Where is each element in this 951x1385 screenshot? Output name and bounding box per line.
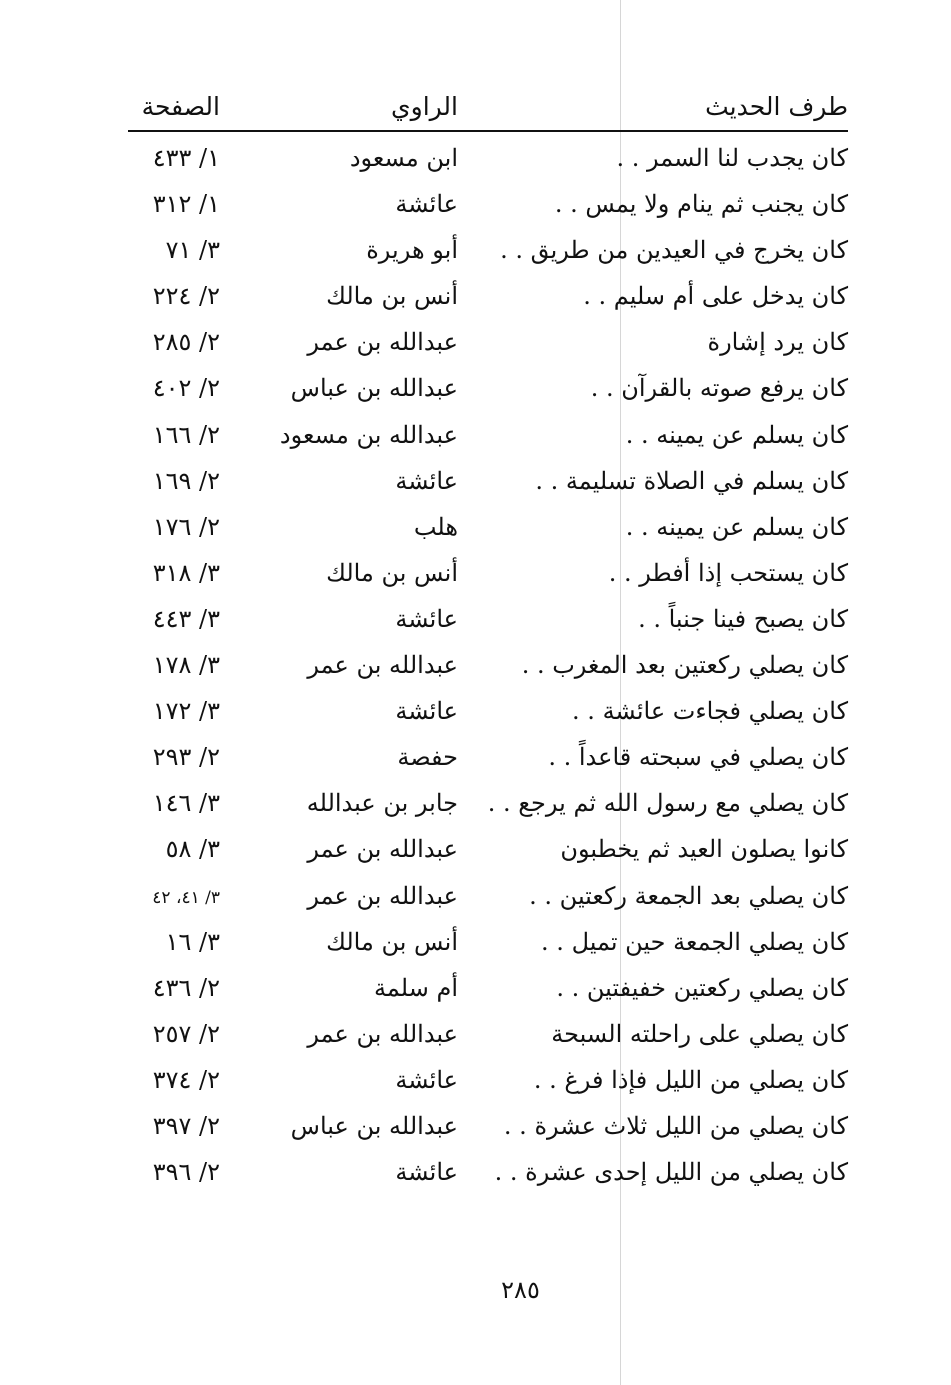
narrator: عائشة [395,697,458,726]
narrator: أنس بن مالك [326,558,458,587]
page-ref: ٢/ ٣٩٦ [152,1158,220,1187]
hadith-text: كان يدخل على أم سليم . . [583,282,848,311]
page-ref: ٣/ ١٤٦ [152,789,220,818]
table-row [128,737,848,783]
hadith-text: كان يصلي من الليل ثلاث عشرة . . [503,1111,848,1140]
table-row [128,968,848,1014]
page-ref: ٢/ ٣٧٤ [152,1065,220,1094]
table-row [128,1060,848,1106]
narrator: ابن مسعود [349,144,458,172]
header-rule [128,130,848,132]
narrator: عائشة [395,466,458,495]
page-ref: ٢/ ٣٩٧ [152,1111,220,1140]
table-row [128,645,848,691]
hadith-text: كان يستحب إذا أفطر . . [608,558,848,587]
hadith-text: كان يجدب لنا السمر . . [616,144,848,172]
hadith-text: كان يصلي في سبحته قاعداً . . [548,743,848,772]
table-row [128,553,848,599]
table-row [128,507,848,553]
narrator: عبدالله بن عمر [307,835,458,864]
table-row [128,599,848,645]
narrator: هلب [413,512,458,541]
page-ref: ٣/ ٤٤٣ [152,604,220,633]
hadith-text: كان يصلي فجاءت عائشة . . [572,697,848,726]
narrator: عبدالله بن عمر [307,1019,458,1048]
hadith-text: كان يصلي ركعتين بعد المغرب . . [521,651,848,680]
table-row [128,230,848,276]
table-row [128,829,848,875]
page-ref: ٣/ ١٧٢ [152,697,220,726]
table-row [128,783,848,829]
narrator: عائشة [395,190,458,219]
header-hadith-text: طرف الحديث [705,92,848,121]
narrator: جابر بن عبدالله [306,789,458,818]
page-ref: ٢/ ٢٢٤ [152,282,220,311]
hadith-text: كان يرفع صوته بالقرآن . . [590,374,848,403]
narrator: عبدالله بن عمر [307,328,458,357]
page-ref: ٢/ ٤٠٢ [152,374,220,403]
table-row [128,461,848,507]
hadith-text: كانوا يصلون العيد ثم يخطبون [560,835,848,864]
table-row [128,415,848,461]
page-ref: ٣/ ٧١ [165,236,220,265]
hadith-text: كان يخرج في العيدين من طريق . . [500,236,848,265]
hadith-text: كان يصلي من الليل فإذا فرغ . . [533,1065,848,1094]
table-row [128,1106,848,1152]
table-row [128,184,848,230]
page-ref: ٢/ ٤٣٦ [152,973,220,1002]
hadith-text: كان يصلي بعد الجمعة ركعتين . . [529,881,848,910]
hadith-text: كان يسلم عن يمينه . . [625,420,848,449]
narrator: عبدالله بن مسعود [279,420,458,449]
page-ref: ٢/ ١٦٦ [152,420,220,449]
index-table [128,138,848,1198]
narrator: عبدالله بن عباس [290,1111,458,1140]
page-ref: ٢/ ٢٩٣ [152,743,220,772]
hadith-text: كان يجنب ثم ينام ولا يمس . . [554,190,848,219]
table-row [128,691,848,737]
header-page: الصفحة [141,92,220,121]
page-ref: ٢/ ١٦٩ [152,466,220,495]
table-row [128,322,848,368]
table-row [128,1152,848,1198]
hadith-text: كان يصلي من الليل إحدى عشرة . . [494,1158,848,1187]
narrator: حفصة [397,743,458,772]
table-row [128,1014,848,1060]
page-ref: ٢/ ٢٥٧ [152,1019,220,1048]
header-narrator: الراوي [391,92,458,121]
table-row [128,876,848,922]
page-ref: ١/ ٣١٢ [152,190,220,219]
page-number: ٢٨٥ [501,1276,540,1304]
narrator: عائشة [395,604,458,633]
page-ref: ٣/ ٤١، ٤٢ [152,887,220,908]
page-ref: ١/ ٤٣٣ [152,144,220,172]
hadith-text: كان يرد إشارة [707,328,848,357]
hadith-text: كان يسلم عن يمينه . . [625,512,848,541]
table-header [128,92,848,130]
page-ref: ٣/ ٥٨ [165,835,220,864]
narrator: أم سلمة [374,973,458,1002]
narrator: أنس بن مالك [326,927,458,956]
page-ref: ٢/ ١٧٦ [152,512,220,541]
page-ref: ٣/ ١٦ [165,927,220,956]
narrator: عائشة [395,1065,458,1094]
hadith-text: كان يسلم في الصلاة تسليمة . . [535,466,848,495]
narrator: عائشة [395,1158,458,1187]
narrator: عبدالله بن عباس [290,374,458,403]
page-ref: ٣/ ١٧٨ [152,651,220,680]
hadith-text: كان يصلي مع رسول الله ثم يرجع . . [487,789,848,818]
hadith-text: كان يصبح فينا جنباً . . [638,604,848,633]
table-row [128,276,848,322]
hadith-text: كان يصلي ركعتين خفيفتين . . [556,973,848,1002]
table-row [128,138,848,184]
page-ref: ٣/ ٣١٨ [152,558,220,587]
page-ref: ٢/ ٢٨٥ [152,328,220,357]
table-row [128,922,848,968]
narrator: عبدالله بن عمر [307,881,458,910]
hadith-text: كان يصلي الجمعة حين تميل . . [541,927,848,956]
table-row [128,368,848,414]
hadith-text: كان يصلي على راحلته السبحة [551,1019,848,1048]
narrator: أبو هريرة [366,236,458,265]
narrator: عبدالله بن عمر [307,651,458,680]
narrator: أنس بن مالك [326,282,458,311]
